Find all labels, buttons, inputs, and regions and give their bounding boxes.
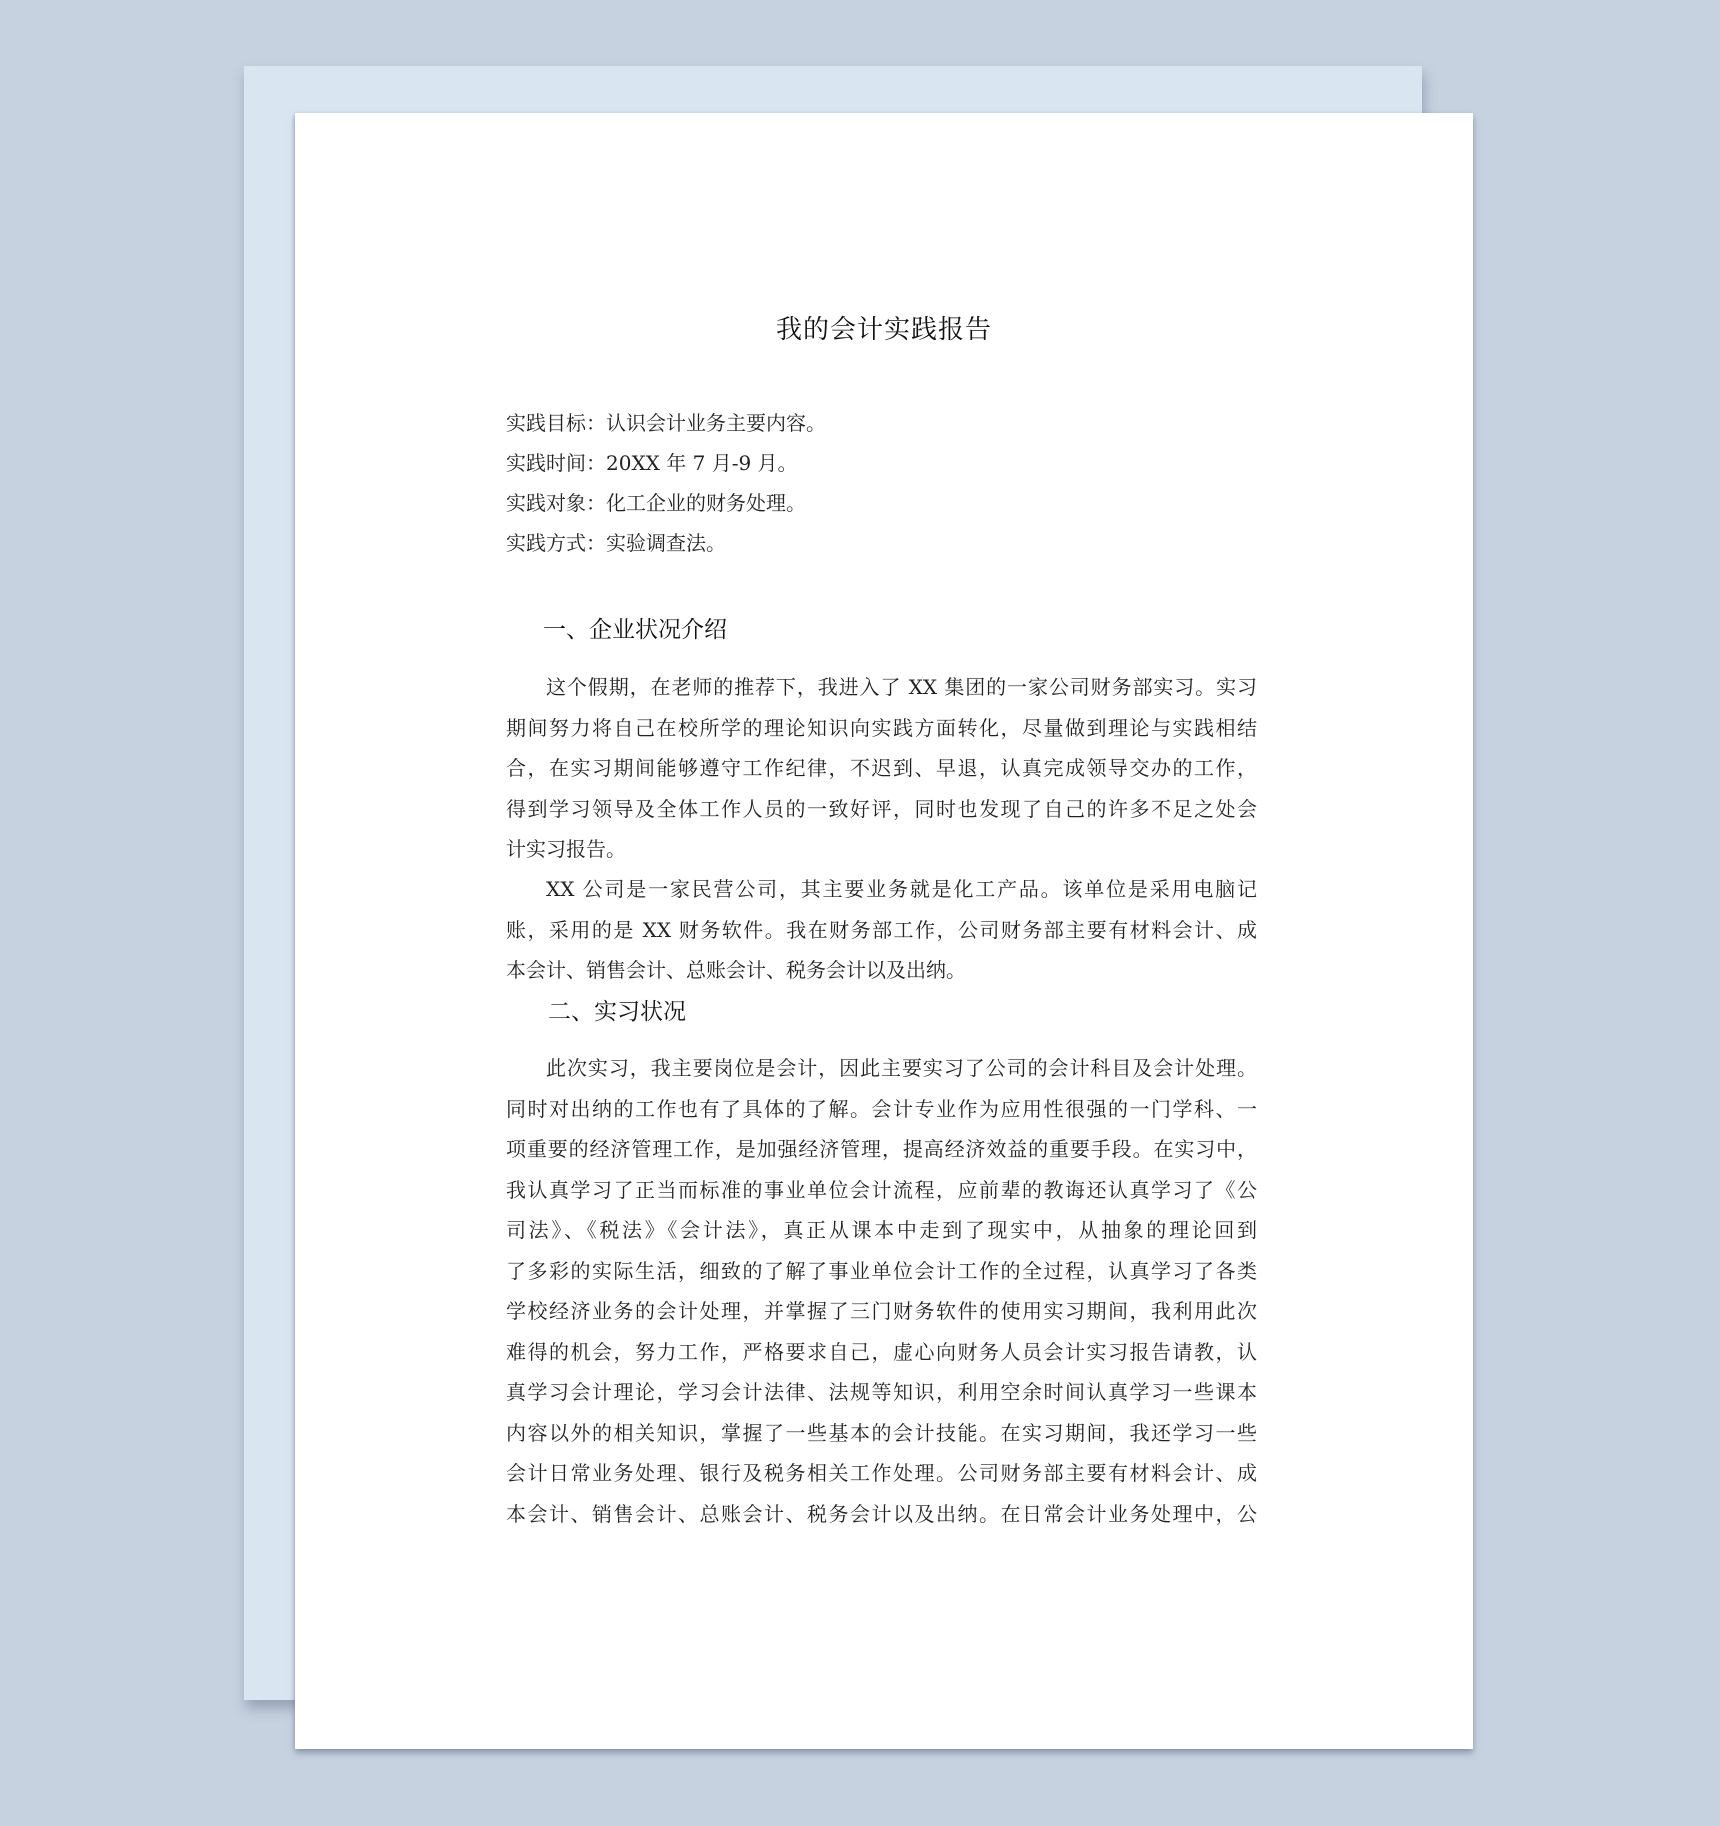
practice-object: 实践对象：化工企业的财务处理。	[506, 491, 806, 515]
text-line: 了多彩的实际生活，细致的了解了事业单位会计工作的全过程，认真学习了各类	[506, 1258, 1257, 1283]
text-line: 本会计、销售会计、总账会计、税务会计以及出纳。在日常会计业务处理中，公	[506, 1501, 1257, 1526]
text-line: 本会计、销售会计、总账会计、税务会计以及出纳。	[506, 958, 966, 982]
document-page	[295, 113, 1473, 1749]
text-line: 这个假期，在老师的推荐下，我进入了 XX 集团的一家公司财务部实习。实习	[546, 675, 1257, 699]
text-line: 合，在实习期间能够遵守工作纪律，不迟到、早退，认真完成领导交办的工作，	[506, 756, 1257, 780]
text-line: 计实习报告。	[506, 837, 626, 861]
paragraph-company-intro-1	[506, 667, 1257, 870]
paragraph-internship-1	[506, 1048, 1257, 1534]
practice-info-block	[506, 403, 1257, 563]
text-line: 我认真学习了正当而标准的事业单位会计流程，应前辈的教诲还认真学习了《公	[506, 1177, 1257, 1202]
text-line: 学校经济业务的会计处理，并掌握了三门财务软件的使用实习期间，我利用此次	[506, 1299, 1257, 1323]
document-title: 我的会计实践报告	[775, 315, 992, 345]
paragraph-company-intro-2	[506, 869, 1257, 991]
practice-method: 实践方式：实验调查法。	[506, 531, 726, 555]
text-line: 期间努力将自己在校所学的理论知识向实践方面转化，尽量做到理论与实践相结	[506, 715, 1257, 740]
text-line: 会计日常业务处理、银行及税务相关工作处理。公司财务部主要有材料会计、成	[506, 1461, 1257, 1485]
text-line: 内容以外的相关知识，掌握了一些基本的会计技能。在实习期间，我还学习一些	[506, 1420, 1257, 1445]
practice-goal: 实践目标：认识会计业务主要内容。	[506, 411, 826, 435]
text-line: 得到学习领导及全体工作人员的一致好评，同时也发现了自己的许多不足之处会	[506, 796, 1257, 821]
section-heading-internship: 二、实习状况	[548, 999, 686, 1025]
text-line: 账，采用的是 XX 财务软件。我在财务部工作，公司财务部主要有材料会计、成	[506, 917, 1257, 942]
text-line: 同时对出纳的工作也有了具体的了解。会计专业作为应用性很强的一门学科、一	[506, 1096, 1257, 1121]
text-line: XX 公司是一家民营公司，其主要业务就是化工产品。该单位是采用电脑记	[546, 877, 1257, 901]
text-line: 难得的机会，努力工作，严格要求自己，虚心向财务人员会计实习报告请教，认	[506, 1339, 1257, 1364]
practice-time: 实践时间：20XX 年 7 月-9 月。	[506, 451, 798, 475]
section-heading-company-intro: 一、企业状况介绍	[543, 617, 727, 643]
text-line: 司法》、《税法》《会计法》，真正从课本中走到了现实中，从抽象的理论回到	[506, 1218, 1257, 1242]
text-line: 项重要的经济管理工作，是加强经济管理，提高经济效益的重要手段。在实习中，	[506, 1137, 1257, 1161]
text-line: 此次实习，我主要岗位是会计，因此主要实习了公司的会计科目及会计处理。	[546, 1056, 1257, 1080]
text-line: 真学习会计理论，学习会计法律、法规等知识，利用空余时间认真学习一些课本	[506, 1380, 1257, 1404]
